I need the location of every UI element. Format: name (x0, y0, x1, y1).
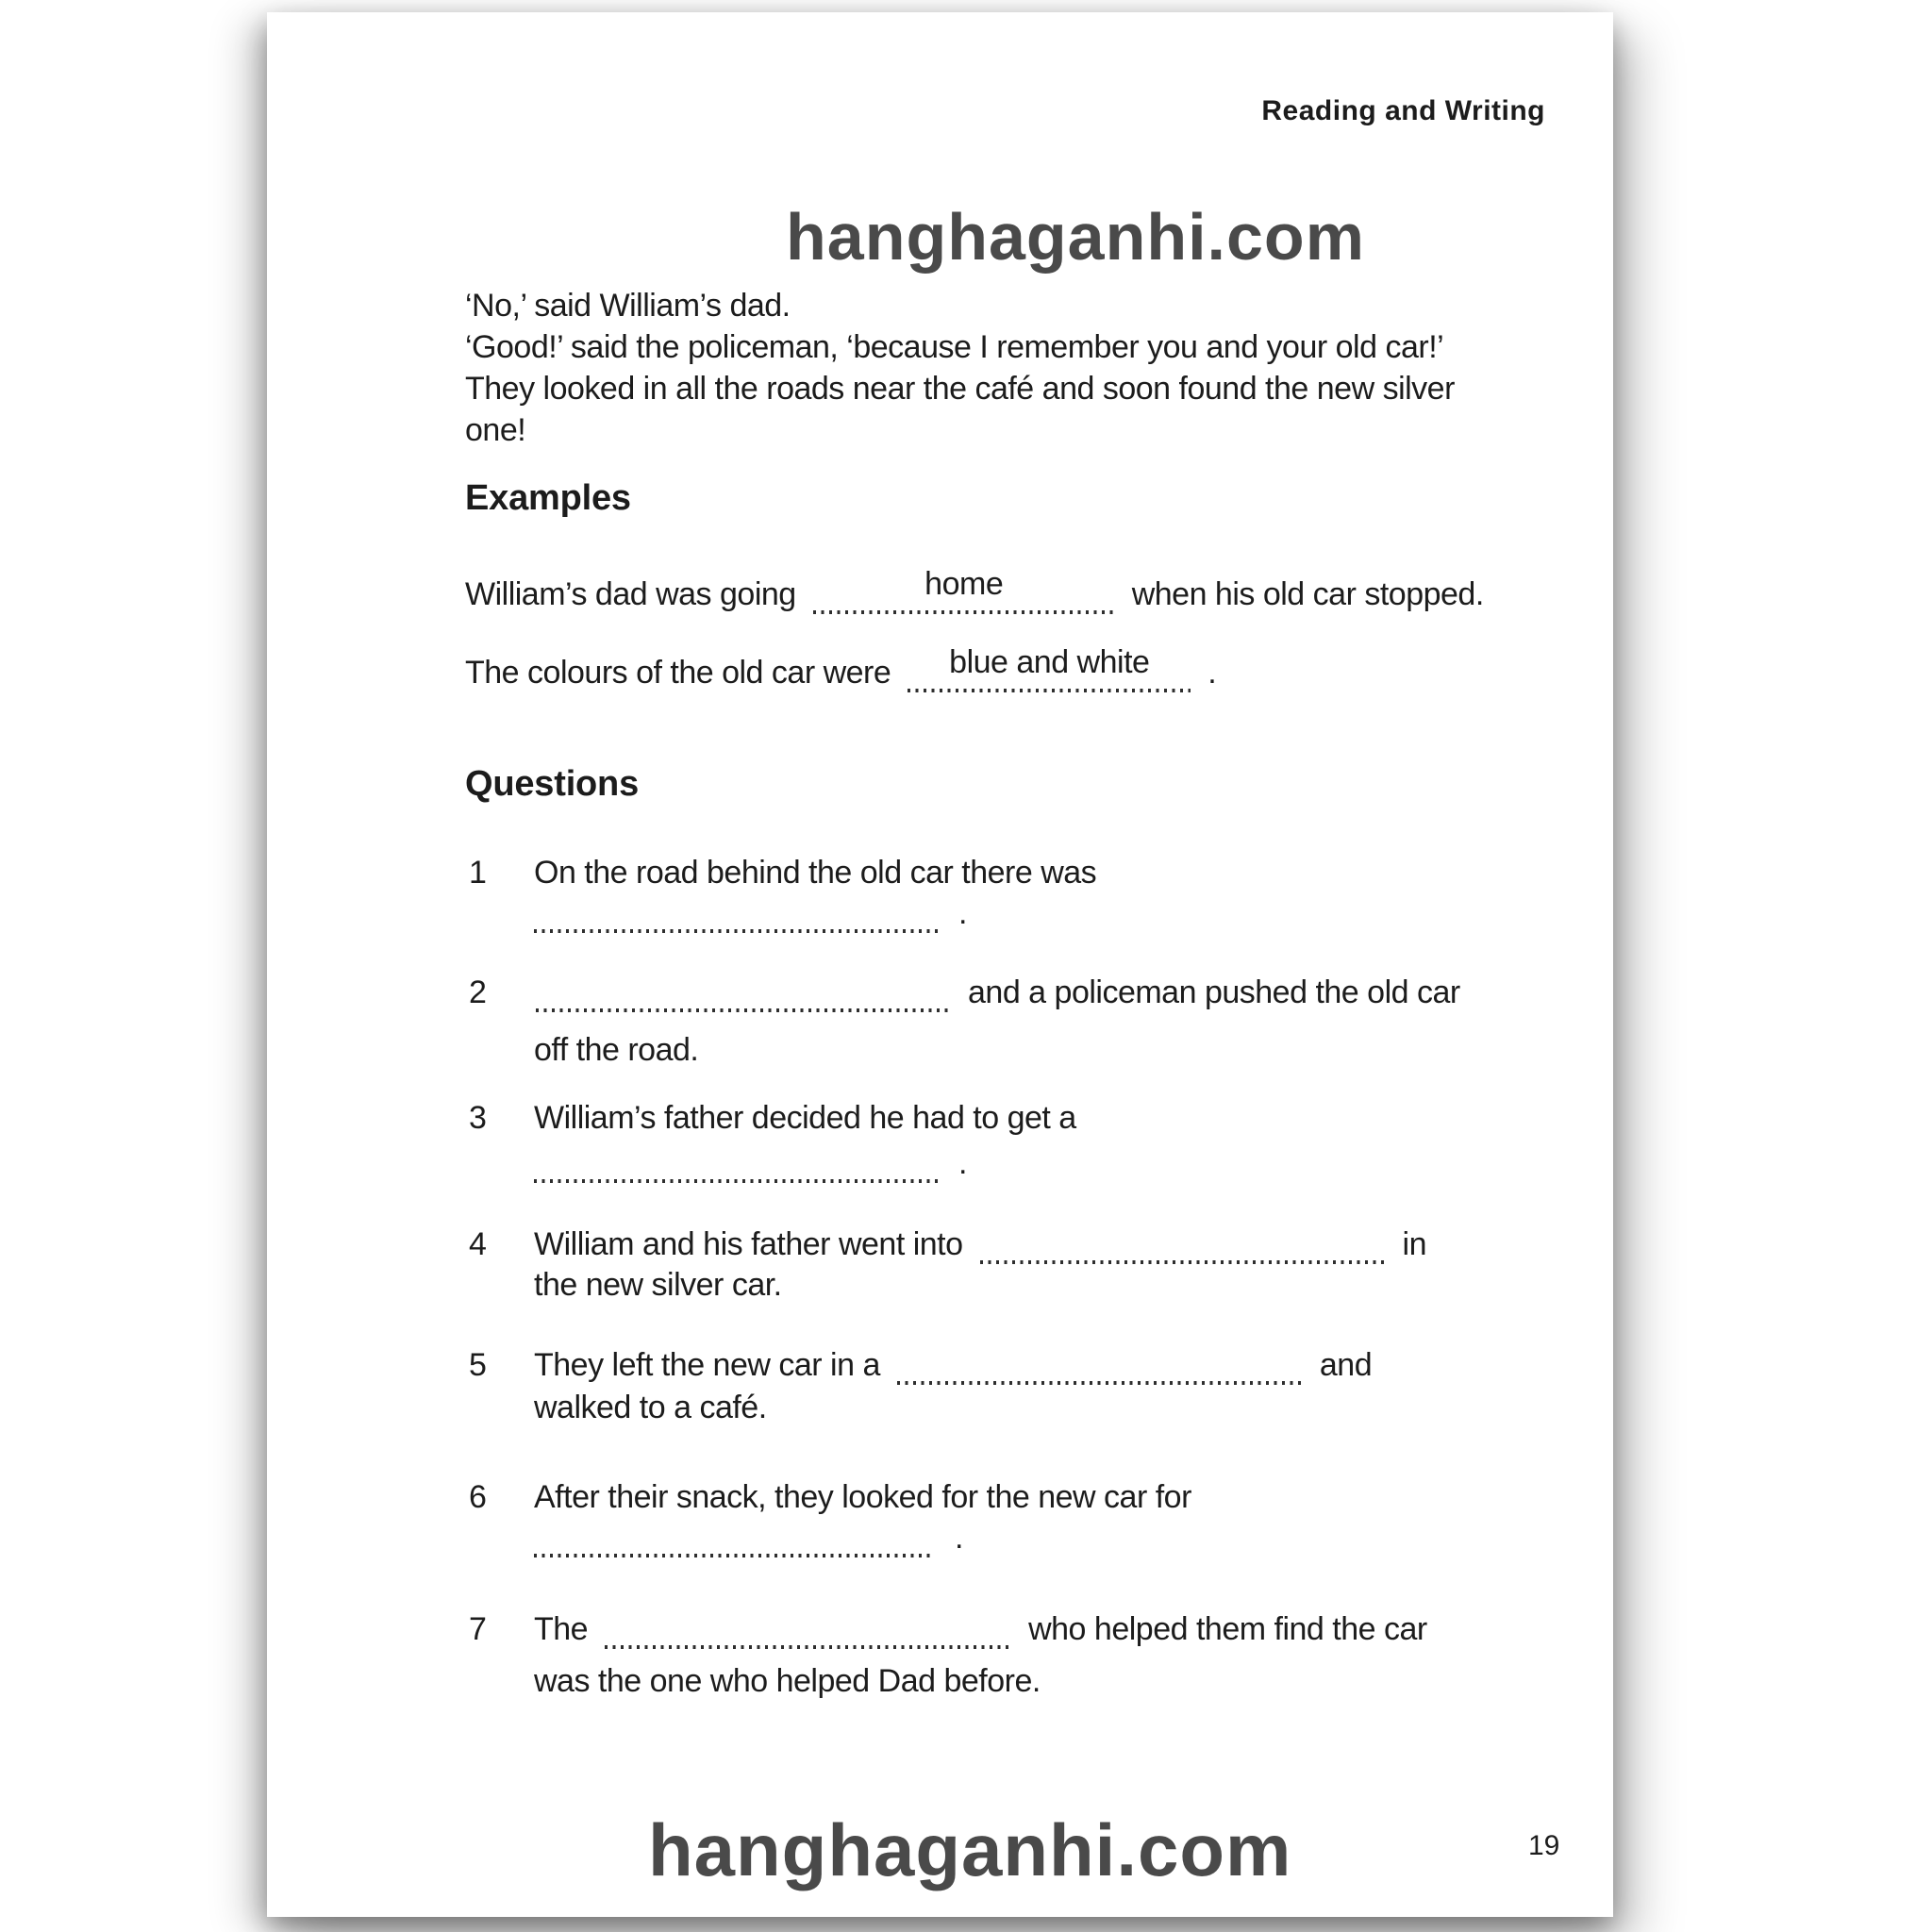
story-paragraph (465, 285, 1455, 451)
dotted-line (897, 1381, 1303, 1385)
section-header: Reading and Writing (1261, 95, 1545, 126)
question-text: and a policeman pushed the old car (968, 974, 1460, 1010)
examples-heading: Examples (465, 478, 631, 518)
dotted-blank (534, 1140, 938, 1183)
question-blank-row (534, 890, 967, 935)
question-text: The (534, 1611, 589, 1647)
answer-text: blue and white (949, 644, 1150, 680)
question-text: who helped them find the car (1028, 1611, 1427, 1647)
question-row (469, 1096, 1076, 1140)
question-blank-row (534, 1140, 967, 1185)
question-row (469, 1221, 1426, 1266)
question-number: 1 (469, 855, 487, 891)
dotted-blank (980, 1221, 1386, 1264)
story-line: one! (465, 412, 526, 448)
worksheet-page (267, 12, 1613, 1917)
dotted-blank (534, 1514, 934, 1557)
question-number: 5 (469, 1347, 487, 1383)
question-text: walked to a café. (534, 1390, 767, 1425)
dotted-line (980, 1260, 1386, 1264)
question-number: 6 (469, 1479, 487, 1515)
example-row (465, 644, 1217, 694)
dotted-line (534, 1554, 934, 1557)
question-text: was the one who helped Dad before. (534, 1663, 1041, 1699)
question-row (469, 1606, 1427, 1651)
answer-text: home (924, 566, 1004, 602)
question-text: . (955, 1520, 963, 1556)
dotted-blank (813, 566, 1115, 614)
example-text-after: . (1208, 655, 1217, 691)
question-text: They left the new car in a (534, 1347, 880, 1383)
story-line: They looked in all the roads near the café and soon found the new silver (465, 371, 1455, 407)
questions-heading: Questions (465, 764, 640, 804)
question-row (534, 1028, 698, 1072)
question-row (469, 1475, 1191, 1519)
example-text-before: William’s dad was going (465, 576, 796, 612)
dotted-line (534, 1179, 938, 1183)
question-number: 4 (469, 1226, 487, 1262)
question-number: 2 (469, 974, 487, 1010)
dotted-blank (534, 890, 938, 933)
question-row (469, 969, 1460, 1014)
question-number: 7 (469, 1611, 487, 1647)
dotted-line (534, 929, 938, 933)
example-text-after: when his old car stopped. (1131, 576, 1484, 612)
dotted-blank (536, 969, 951, 1012)
question-text: off the road. (534, 1032, 699, 1068)
question-blank-row (534, 1514, 963, 1559)
question-text: . (958, 1145, 967, 1181)
question-text: On the road behind the old car there was (534, 855, 1097, 891)
question-text: After their snack, they looked for the new car for (534, 1479, 1191, 1515)
question-row (469, 851, 1096, 894)
page-number: 19 (1528, 1830, 1560, 1861)
dotted-blank (605, 1606, 1011, 1649)
question-row (534, 1659, 1041, 1703)
watermark-top: hanghaganhi.com (786, 200, 1365, 274)
dotted-blank (908, 644, 1191, 692)
question-row (534, 1263, 782, 1307)
question-text: the new silver car. (534, 1267, 782, 1303)
story-line: ‘No,’ said William’s dad. (465, 288, 791, 324)
dotted-blank (897, 1341, 1303, 1385)
question-text: and (1319, 1347, 1373, 1383)
dotted-line (536, 1008, 951, 1012)
dotted-line (813, 610, 1115, 614)
question-text: in (1402, 1226, 1427, 1262)
watermark-bottom: hanghaganhi.com (648, 1808, 1292, 1891)
dotted-line (605, 1645, 1011, 1649)
dotted-line (908, 689, 1191, 692)
example-text-before: The colours of the old car were (465, 655, 891, 691)
story-line: ‘Good!’ said the policeman, ‘because I remember you and your old car!’ (465, 329, 1444, 365)
example-row (465, 566, 1484, 616)
question-text: William and his father went into (534, 1226, 963, 1262)
question-row (534, 1386, 767, 1429)
question-number: 3 (469, 1100, 487, 1136)
question-text: William’s father decided he had to get a (534, 1100, 1076, 1136)
question-row (469, 1341, 1372, 1387)
question-text: . (958, 895, 967, 931)
